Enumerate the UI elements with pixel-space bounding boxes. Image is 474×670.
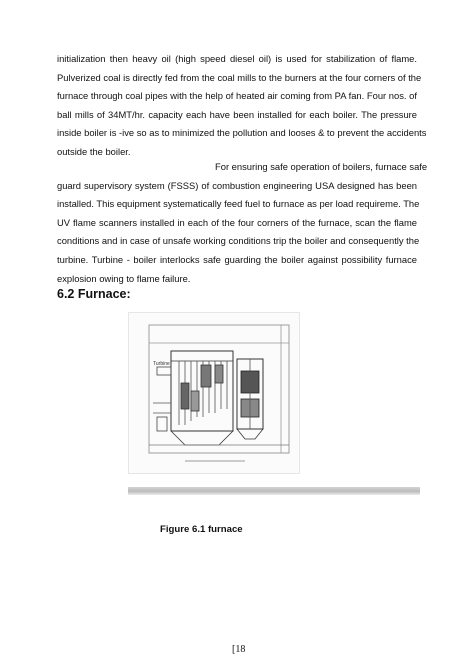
- text-line: conditions and in case of unsafe working conditions trip the boiler and consequently the: [57, 235, 420, 247]
- text-line: inside boiler is -ive so as to minimized the pollution and looses & to prevent the accidents: [57, 127, 427, 139]
- furnace-figure: [128, 312, 300, 474]
- paragraph-fsss: [57, 158, 428, 288]
- text-line: installed. This equipment systematically feed fuel to furnace as per load requireme. The: [57, 198, 420, 210]
- text-line: ball mills of 34MT/hr. capacity each have been installed for each boiler. The pressure: [57, 108, 417, 120]
- text-line: For ensuring safe operation of boilers, furnace safe: [215, 161, 428, 172]
- text-line: outside the boiler.: [57, 145, 131, 157]
- figure-label: Turbine: [153, 361, 170, 367]
- text-line: furnace through coal pipes with the help of heated air coming from PA fan. Four nos. of: [57, 90, 417, 102]
- text-line: initialization then heavy oil (high speed diesel oil) is used for stabilization of flame.: [57, 53, 417, 64]
- text-line: UV flame scanners installed in each of the four corners of the furnace, scan the flame: [57, 216, 417, 228]
- text-line-indented: [57, 158, 428, 177]
- text-line: turbine. Turbine - boiler interlocks safe guarding the boiler against possibility furnace: [57, 253, 417, 265]
- text-line: Pulverized coal is directly fed from the coal mills to the burners at the four corners of the: [57, 71, 422, 83]
- figure-shadow-bar: [128, 487, 420, 495]
- text-line: explosion owing to flame failure.: [57, 272, 191, 284]
- paragraph-fuel-firing: [57, 50, 427, 162]
- text-line: guard supervisory system (FSSS) of combustion engineering USA designed has been: [57, 179, 417, 191]
- page-number: [18: [232, 644, 246, 655]
- figure-caption: Figure 6.1 furnace: [160, 524, 243, 535]
- furnace-diagram: [129, 313, 299, 473]
- section-heading: 6.2 Furnace:: [57, 287, 131, 301]
